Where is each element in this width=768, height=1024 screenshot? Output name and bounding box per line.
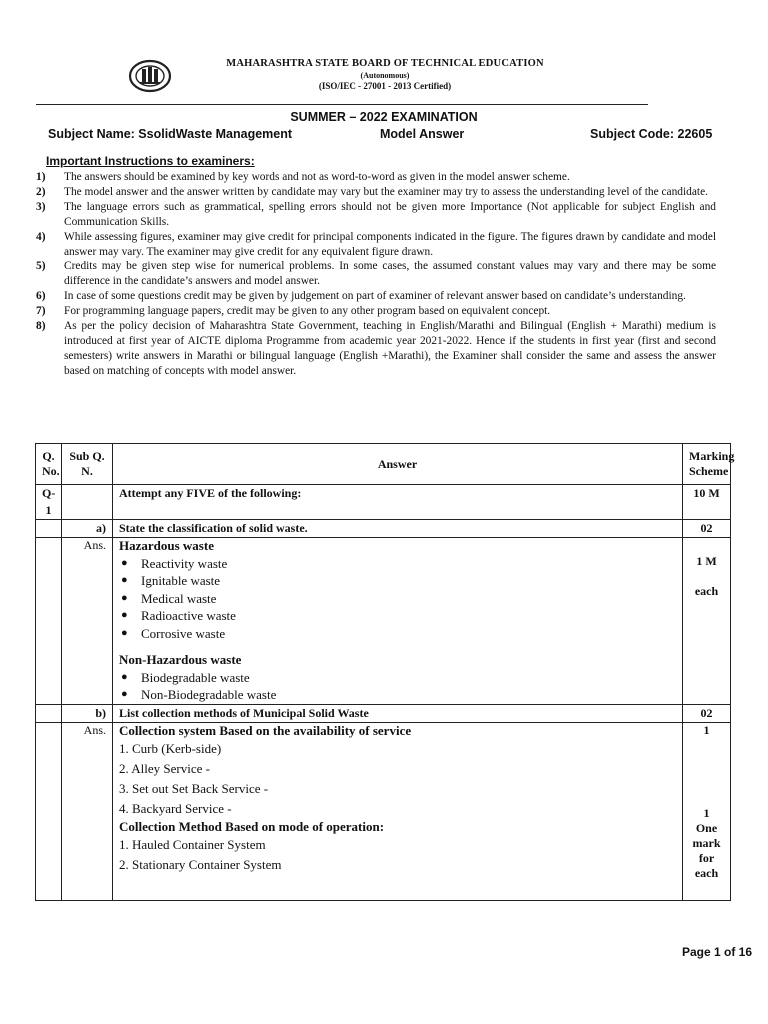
bullet-icon: ● [121, 688, 128, 701]
table-row [36, 538, 731, 705]
answer-table [35, 443, 735, 901]
list-item [119, 625, 676, 642]
list-item-text: Medical waste [141, 590, 217, 606]
sub-question-label: b) [62, 704, 113, 722]
answer-cell [113, 538, 683, 705]
bullet-icon: ● [121, 626, 128, 639]
instruction-number: 1) [36, 171, 46, 183]
list-item: 2. Stationary Container System [119, 856, 282, 872]
table-header-row [36, 444, 731, 485]
question-number-cell [36, 520, 62, 538]
instruction-number: 6) [36, 290, 46, 303]
sub-question-marks: 02 [683, 704, 731, 722]
list-item-text: Corrosive waste [141, 625, 226, 641]
instruction-item [36, 185, 716, 200]
bullet-icon: ● [121, 609, 128, 622]
collection-method-list [119, 835, 676, 875]
table-row [36, 704, 731, 722]
table-row [36, 485, 731, 520]
board-header [180, 58, 590, 91]
instruction-text: As per the policy decision of Maharashtra State Government, teaching in English/Marathi and Bilingual (English + Marathi) medium is introduced at first year of AICTE diploma Programme from academic year 2021-2022. Hence if the students in first year (first and second semesters) write answers in Marathi or bilingual language (English +Marathi), the Examiner shall consider the same and assess the answer based on matching of concepts with model answer. [64, 320, 716, 377]
instruction-number: 4) [36, 230, 46, 243]
marks-cell [683, 538, 731, 705]
header-subq: Sub Q. N. [62, 444, 113, 485]
question-number-cell [36, 722, 62, 900]
collection-system-list [119, 739, 676, 819]
hazardous-list [119, 555, 676, 642]
bullet-icon: ● [121, 591, 128, 604]
list-item [119, 607, 676, 624]
mark-each: each [694, 584, 719, 598]
sub-question-label: a) [62, 520, 113, 538]
sub-question-cell [62, 485, 113, 520]
instruction-item [36, 200, 716, 230]
page-number: Page 1 of 16 [682, 945, 753, 959]
instruction-text: The answers should be examined by key words and not as word-to-word as given in the model answer scheme. [64, 171, 570, 183]
certification-label: (ISO/IEC - 27001 - 2013 Certified) [318, 81, 452, 91]
question-number-cell [36, 538, 62, 705]
nonhazardous-title: Non-Hazardous waste [119, 652, 242, 668]
sub-question-text: State the classification of solid waste. [113, 520, 683, 538]
instruction-number: 8) [36, 320, 46, 333]
instruction-text: The model answer and the answer written by candidate may vary but the examiner may try to assess the understanding level of the candidate. [64, 185, 708, 198]
bullet-icon: ● [121, 671, 128, 684]
bullet-icon: ● [121, 574, 128, 587]
instruction-number: 2) [36, 185, 46, 198]
instruction-text: For programming language papers, credit may be given to any other program based on equivalent concept. [64, 305, 551, 318]
table-row [36, 520, 731, 538]
mark-for-each: for each [694, 850, 719, 880]
question-text: Attempt any FIVE of the following: [113, 485, 683, 520]
subject-name: Subject Name: SsolidWaste Management [48, 127, 293, 141]
instruction-number: 5) [36, 260, 46, 273]
hazardous-title: Hazardous waste [119, 538, 214, 553]
instruction-number: 3) [36, 200, 46, 213]
list-item [119, 686, 676, 703]
question-number: Q-1 [36, 485, 62, 520]
answer-cell [113, 722, 683, 900]
instruction-item [36, 170, 716, 185]
list-item: 1. Curb (Kerb-side) [119, 740, 222, 756]
instruction-item [36, 230, 716, 260]
msbte-logo [128, 58, 172, 94]
table-row [36, 722, 731, 900]
exam-title: SUMMER – 2022 EXAMINATION [290, 110, 478, 124]
question-marks: 10 M [683, 485, 731, 520]
autonomous-label: (Autonomous) [360, 71, 410, 80]
instructions-list [36, 170, 716, 379]
list-item-text: Non-Biodegradable waste [141, 687, 277, 703]
model-answer-label: Model Answer [380, 127, 465, 141]
list-item-text: Radioactive waste [141, 608, 236, 624]
board-name: MAHARASHTRA STATE BOARD OF TECHNICAL EDUCATION [226, 58, 544, 69]
list-item [119, 555, 676, 572]
question-number-cell [36, 704, 62, 722]
instruction-item [36, 319, 716, 379]
list-item: 4. Backyard Service - [119, 800, 232, 816]
list-item [119, 590, 676, 607]
subject-code: Subject Code: 22605 [590, 127, 713, 141]
header-qno: Q. No. [36, 444, 62, 485]
instruction-number: 7) [36, 305, 46, 318]
list-item-text: Reactivity waste [141, 556, 228, 571]
sub-question-marks: 02 [683, 520, 731, 538]
mark-value: 1 M [696, 554, 717, 568]
instruction-item [36, 289, 716, 304]
mark-mark: mark [692, 835, 721, 850]
instruction-text: Credits may be given step wise for numerical problems. In some cases, the assumed constant values may vary and there may be some difference in the candidate’s answers and model answer. [64, 260, 716, 288]
nonhazardous-list [119, 669, 676, 704]
ans-label: Ans. [62, 722, 113, 900]
instruction-text: While assessing figures, examiner may give credit for principal components indicated in the figure. The figures drawn by candidate and model answer may vary. The examiner may give credit for any equivalent figure drawn. [64, 230, 716, 258]
mark-value: 1 [703, 805, 710, 820]
marks-cell [683, 722, 731, 900]
instructions-title: Important Instructions to examiners: [46, 154, 255, 168]
collection-system-title: Collection system Based on the availability of service [119, 722, 412, 738]
list-item: 3. Set out Set Back Service - [119, 780, 269, 796]
header-divider [36, 104, 648, 105]
ans-label: Ans. [62, 538, 113, 705]
instruction-item [36, 259, 716, 289]
list-item [119, 669, 676, 686]
collection-method-title: Collection Method Based on mode of operation: [119, 818, 385, 834]
list-item [119, 572, 676, 589]
instruction-text: The language errors such as grammatical, spelling errors should not be given more Importance (Not applicable for subject English and Communication Skills. [64, 200, 716, 228]
list-item-text: Biodegradable waste [141, 670, 250, 686]
list-item: 1. Hauled Container System [119, 836, 266, 852]
header-marking: Marking Scheme [683, 444, 731, 485]
list-item: 2. Alley Service - [119, 760, 210, 776]
list-item-text: Ignitable waste [141, 573, 221, 589]
sub-question-text: List collection methods of Municipal Solid Waste [113, 704, 683, 722]
header-answer: Answer [113, 444, 683, 485]
mark-value: 1 [703, 722, 710, 737]
mark-one: One [695, 820, 718, 835]
instruction-text: In case of some questions credit may be given by judgement on part of examiner of relevant answer based on candidate’s understanding. [64, 290, 686, 303]
bullet-icon: ● [121, 557, 128, 569]
instruction-item [36, 304, 716, 319]
